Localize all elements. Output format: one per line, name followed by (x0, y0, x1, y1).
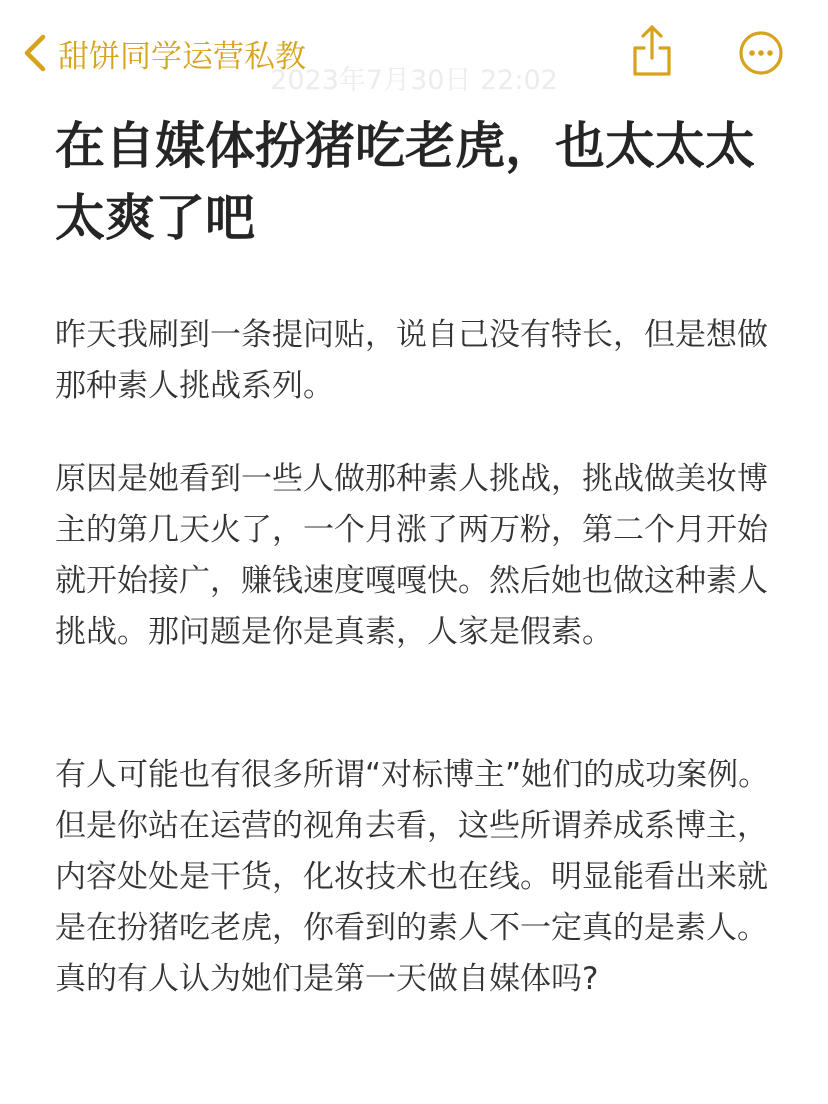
note-date: 2023年7月30日 22:02 (270, 65, 558, 96)
note-paragraph: 有人可能也有很多所谓“对标博主”她们的成功案例。但是你站在运营的视角去看，这些所谓养成系博主，内容处处是干货，化妆技术也在线。明显能看出来就是在扮猪吃老虎，你看到的素人不一定真的是素人。真的有人认为她们是第一天做自媒体吗? (55, 757, 770, 997)
share-icon (630, 63, 674, 82)
more-icon (738, 61, 784, 80)
note-paragraph: 原因是她看到一些人做那种素人挑战，挑战做美妆博主的第几天火了，一个月涨了两万粉，第二个月开始就开始接广，赚钱速度嘎嘎快。然后她也做这种素人挑战。那问题是你是真素，人家是假素。 (55, 461, 768, 650)
note-title: 在自媒体扮猪吃老虎，也太太太太爽了吧 (55, 117, 755, 247)
note-paragraph: 昨天我刷到一条提问贴，说自己没有特长，但是想做那种素人挑战系列。 (55, 317, 768, 404)
top-navigation-bar (0, 0, 828, 100)
more-options-button[interactable] (738, 30, 784, 76)
back-button-label: 甜饼同学运营私教 (58, 38, 306, 75)
share-button[interactable] (630, 22, 674, 78)
